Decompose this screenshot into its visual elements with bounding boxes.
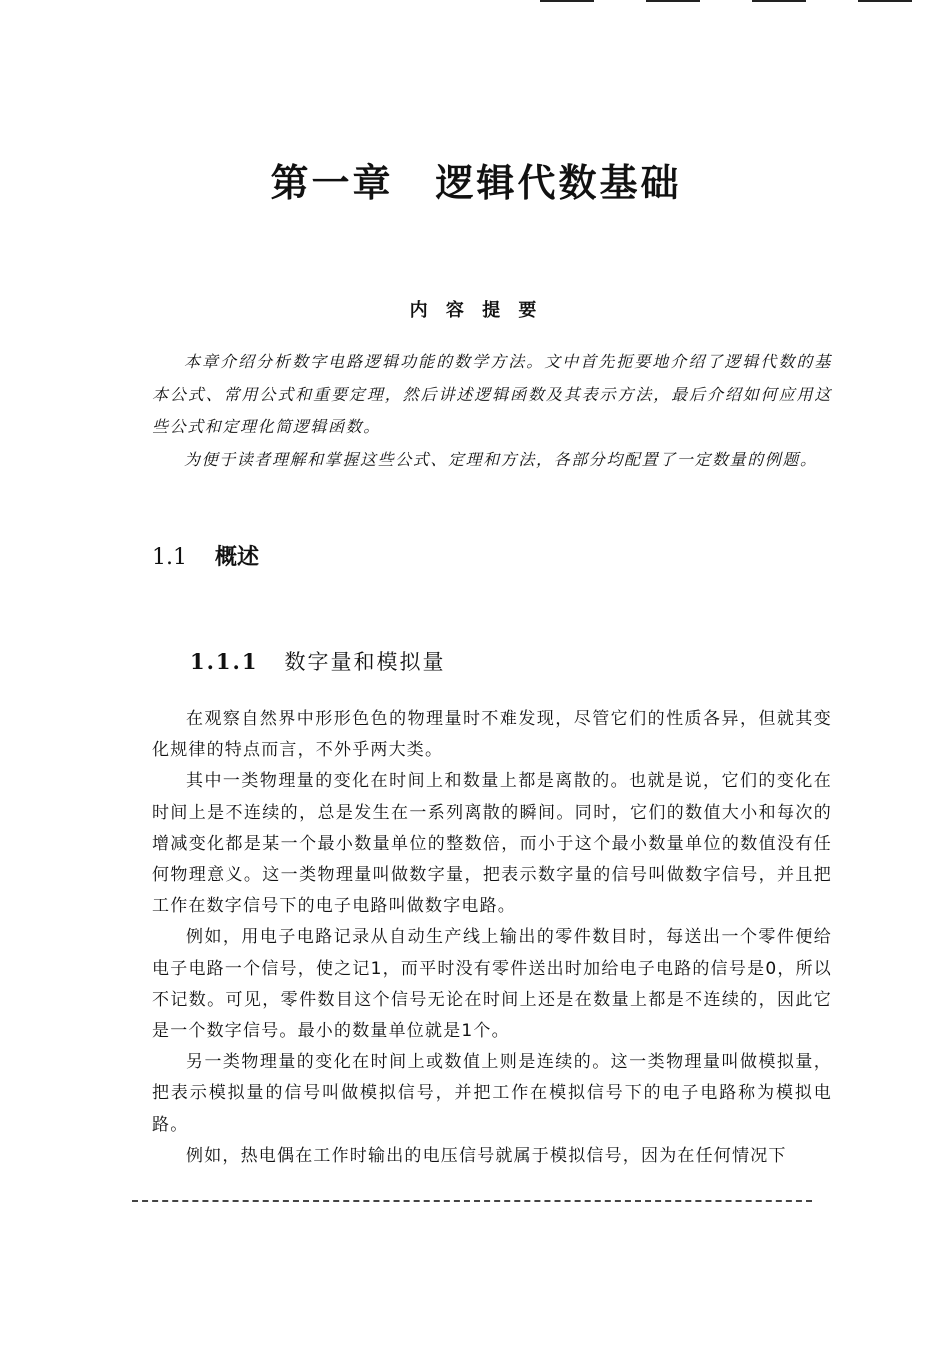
chapter-title [0,152,952,207]
subsection-number: 1.1.1 [190,649,259,674]
section-number: 1.1 [152,545,187,570]
body-paragraph: 另一类物理量的变化在时间上或数值上则是连续的。这一类物理量叫做模拟量，把表示模拟量的信号叫做模拟信号，并把工作在模拟信号下的电子电路称为模拟电路。 [152,1052,832,1135]
body-text [152,704,832,1172]
chapter-number: 第一章 [270,160,394,205]
top-mark-1 [540,0,594,2]
body-paragraph: 其中一类物理量的变化在时间上和数量上都是离散的。也就是说，它们的变化在时间上是不连续的，总是发生在一系列离散的瞬间。同时，它们的数值大小和每次的增减变化都是某一个最小数量单位的整数倍，而小于这个最小数量单位的数值没有任何物理意义。这一类物理量叫做数字量，把表示数字量的信号叫做数字信号，并且把工作在数字信号下的电子电路叫做数字电路。 [152,771,832,917]
body-paragraph: 在观察自然界中形形色色的物理量时不难发现，尽管它们的性质各异，但就其变化规律的特点而言，不外乎两大类。 [152,709,832,761]
summary-block [152,346,832,476]
summary-paragraph: 为便于读者理解和掌握这些公式、定理和方法，各部分均配置了一定数量的例题。 [184,449,818,469]
top-mark-2 [646,0,700,2]
section-title: 概述 [215,545,260,570]
subsection-title: 数字量和模拟量 [284,650,446,674]
summary-heading: 内 容 提 要 [409,300,543,321]
subsection-heading [190,646,445,676]
top-mark-3 [752,0,806,2]
footer-rule [132,1200,812,1202]
chapter-name: 逻辑代数基础 [435,160,682,205]
body-paragraph: 例如，用电子电路记录从自动生产线上输出的零件数目时，每送出一个零件便给电子电路一个信号，使之记1，而平时没有零件送出时加给电子电路的信号是0，所以不记数。可见，零件数目这个信号无论在时间上还是在数量上都是不连续的，因此它是一个数字信号。最小的数量单位就是1个。 [152,927,832,1042]
summary-paragraph: 本章介绍分析数字电路逻辑功能的数学方法。文中首先扼要地介绍了逻辑代数的基本公式、常用公式和重要定理，然后讲述逻辑函数及其表示方法，最后介绍如何应用这些公式和定理化简逻辑函数。 [152,352,832,436]
top-mark-4 [858,0,912,2]
section-heading [152,540,259,571]
body-paragraph: 例如，热电偶在工作时输出的电压信号就属于模拟信号，因为在任何情况下 [186,1145,787,1166]
